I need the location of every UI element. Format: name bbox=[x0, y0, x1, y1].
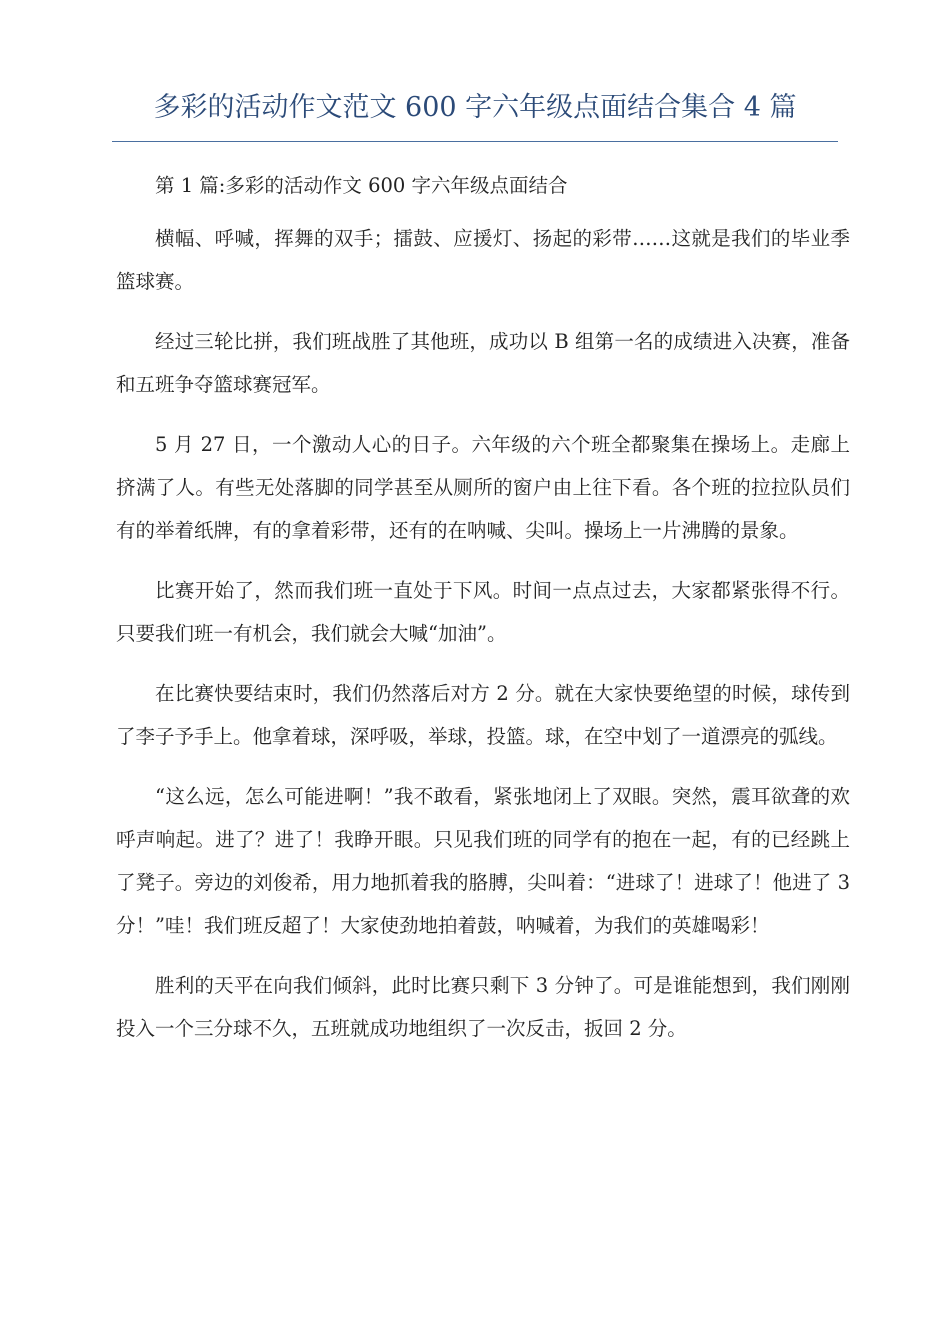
paragraph: 5 月 27 日，一个激动人心的日子。六年级的六个班全都聚集在操场上。走廊上挤满了人。有些无处落脚的同学甚至从厕所的窗户由上往下看。各个班的拉拉队员们有的举着纸牌，有的拿着彩带，还有的在呐喊、尖叫。操场上一片沸腾的景象。 bbox=[116, 433, 850, 542]
title-divider bbox=[112, 141, 838, 142]
paragraph: 在比赛快要结束时，我们仍然落后对方 2 分。就在大家快要绝望的时候，球传到了李子予手上。他拿着球，深呼吸，举球，投篮。球，在空中划了一道漂亮的弧线。 bbox=[116, 682, 850, 748]
paragraph: 横幅、呼喊，挥舞的双手；擂鼓、应援灯、扬起的彩带……这就是我们的毕业季篮球赛。 bbox=[116, 227, 850, 293]
paragraph: 胜利的天平在向我们倾斜，此时比赛只剩下 3 分钟了。可是谁能想到，我们刚刚投入一个三分球不久，五班就成功地组织了一次反击，扳回 2 分。 bbox=[116, 974, 850, 1040]
document-body bbox=[116, 164, 850, 1067]
paragraph: 经过三轮比拼，我们班战胜了其他班，成功以 B 组第一名的成绩进入决赛，准备和五班争夺篮球赛冠军。 bbox=[116, 330, 850, 396]
paragraph: 比赛开始了，然而我们班一直处于下风。时间一点点过去，大家都紧张得不行。只要我们班一有机会，我们就会大喊“加油”。 bbox=[116, 579, 850, 645]
document-title: 多彩的活动作文范文 600 字六年级点面结合集合 4 篇 bbox=[153, 92, 797, 123]
section-heading: 第 1 篇:多彩的活动作文 600 字六年级点面结合 bbox=[155, 174, 568, 197]
paragraph: “这么远，怎么可能进啊！”我不敢看，紧张地闭上了双眼。突然，震耳欲聋的欢呼声响起。进了？进了！我睁开眼。只见我们班的同学有的抱在一起，有的已经跳上了凳子。旁边的刘俊希，用力地抓着我的胳膊，尖叫着：“进球了！进球了！他进了 3 分！”哇！我们班反超了！大家使劲地拍着鼓，呐喊着，为我们的英雄喝彩！ bbox=[116, 785, 850, 937]
